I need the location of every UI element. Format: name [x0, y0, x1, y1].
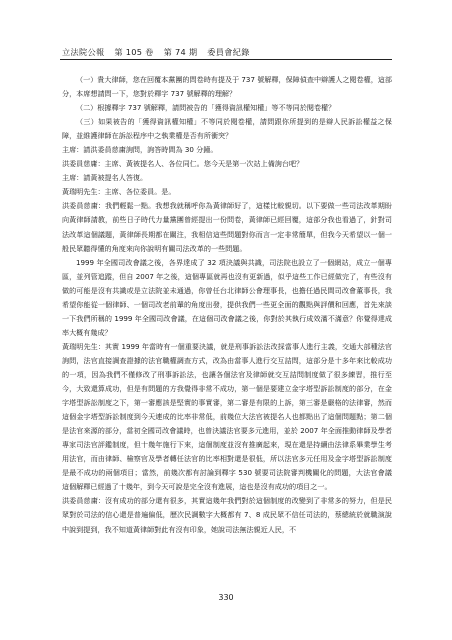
issue-number: 第 74 期: [163, 47, 198, 57]
paragraph: 黃瑞明先生：主席、各位委員。是。: [62, 187, 176, 197]
volume-number: 第 105 卷: [114, 47, 154, 57]
paragraph: 主席：請洪委員慈庸詢問，詢答時間為 30 分鐘。: [62, 145, 218, 155]
running-header: [62, 47, 257, 58]
document-body: [62, 73, 392, 537]
section-name: 委員會紀錄: [207, 47, 250, 57]
paragraph: （二）根據釋字 737 號解釋，請問被告的「獲得資訊權知權」等不等同於閱卷權？: [76, 103, 336, 113]
paragraph: 黃瑞明先生：其實 1999 年當時有一個重要決議，就是刑事訴訟法改採當事人進行主義，交通大部種法官詢問，法官直接調查證據的法官職權調查方式，改為由當事人進行交互詰問，這部分是十多年來比較成功的一項，因為我們不僅修改了刑事訴訟法，也讓各個法官及律師就交互詰問制度做了很多練習，推行至今，大致還算成功，但是有問題的方我覺得非常不成功，第一個是要建立金字塔型訴訟制度的部分，在金字塔型訴訟制度之下，第一審應該是堅實的事實審，第二審是有限的上訴，第三審是嚴格的法律審，然而這個金字塔型訴訟制度到今天連成的比率非常低，前幾位大法官被提名人也都點出了這個問題點；第二個是法官來源的部分，當初全國司改會議時，也曾決議法官要多元進用，並於 2007 年全面推動律師及學者專家司法官評鑑制度，但十幾年施行下來，這個制度並沒有推廣起來，現在還是持續由法律系畢業學生考用法官，而由律師、檢察官及學者轉任法官的比率相對還是很低，所以法官多元任用及金字塔型訴訟制度是最不成功的兩個項目；當然，前幾次都有討論到釋字 530 號要司法院審判機關化的問題，大法官會議這個解釋已經過了十幾年，到今天可說是完全沒有進展，這也是沒有成功的項目之一。: [62, 341, 392, 492]
header-rule: [60, 59, 392, 60]
paragraph: 主席：請黃被提名人答復。: [62, 173, 148, 183]
paragraph: 洪委員慈庸：沒有成功的部分還有很多，其實這幾年我們對於這個制度的改變到了非常多的努力，但是民眾對於司法的信心還是普遍偏低，歷次民調數字大概都有 7、8 成民眾不信任司法的，蔡總統於就職演說中說到提到，我不知道黃律師對此有沒有印象，她說司法無法親近人民，不: [62, 496, 392, 534]
paragraph: 洪委員慈庸：主席、黃被提名人、各位同仁。您今天是第一次站上備詢台吧？: [62, 159, 304, 169]
paragraph: （三）如果被告的「獲得資訊權知權」不等同於閱卷權，請問跟你所提到的是辯人民訴訟權益之保障，並維護律師在訴訟程序中之執業權是否有所衝突？: [62, 117, 392, 141]
paragraph: （一）貴大律師，您在回覆本黨團的問卷時有提及于 737 號解釋，保障偵查中辯護人之閱卷權，這部分，本席想請問一下，您對於釋字 737 號解釋的理解？: [62, 75, 392, 99]
paragraph: 1999 年全國司改會議之後，各界達成了 32 項決議與共識，司法院也設立了一個網站，成立一個專區，並列管追蹤，但自 2007 年之後，這個專區就再也沒有更新過，似乎這些工作已經做完了，有些沒有做的可能是沒有共識或是立法院並未通過，你曾任台北律師公會理事長，也擔任過民間司改會董事長，我希望你能從一個律師、一個司改老前輩的角度出發，提供我們一些更全面的觀點與評價和回應，首先來談一下我們所稱的 1999 年全國司改會議，在這個司改會議之後，你對於其執行成效滿不滿意？你覺得達成率大概有幾成？: [62, 257, 392, 337]
paragraph: 洪委員慈庸：我們輕鬆一點。我想我就稱呼你為黃律師好了，這樣比較親切。以下要做一些司法改革期盼向黃律師請教，前些日子時代力量黨團曾經提出一份問卷，黃律師已經回覆，這部分我也看過了，針對司法改革這個議題，黃律師長期都在關注，我相信這些問題對你而言一定非常簡單，但我今天希望以一個一般民眾聽得懂的角度來向你說明有關司法改革的一些問題。: [62, 201, 392, 253]
page-number: 330: [218, 593, 234, 602]
publication-name: 立法院公報: [62, 47, 105, 57]
